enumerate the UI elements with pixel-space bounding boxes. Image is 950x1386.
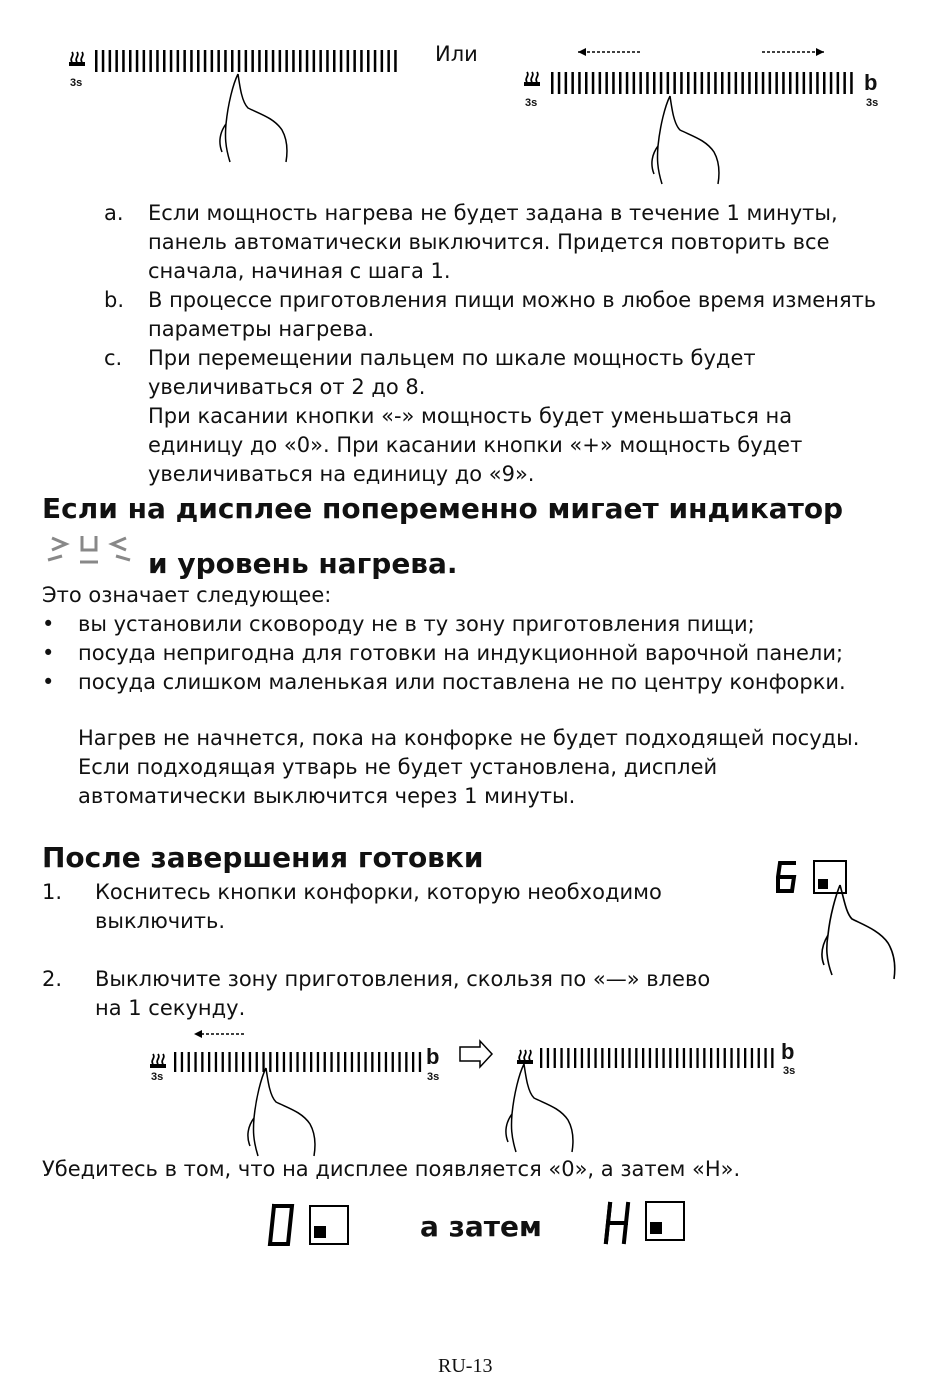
paragraph-line: автоматически выключится через 1 минуты. bbox=[78, 784, 576, 808]
list-line: Если мощность нагрева не будет задана в течение 1 минуты, bbox=[148, 201, 838, 225]
off-slider-illustration bbox=[0, 1020, 950, 1150]
step-line: Коснитесь кнопки конфорки, которую необходимо bbox=[95, 880, 662, 904]
step-line: выключить. bbox=[95, 909, 226, 933]
step-number: 2. bbox=[42, 967, 63, 991]
list-line: сначала, начиная с шага 1. bbox=[148, 259, 451, 283]
bullet-text: посуда непригодна для готовки на индукционной варочной панели; bbox=[78, 641, 844, 665]
step-line: Выключите зону приготовления, скользя по «—» влево bbox=[95, 967, 711, 991]
slider-3s-label: 3s bbox=[70, 77, 83, 89]
step-line: на 1 секунду. bbox=[95, 996, 246, 1020]
step-number: 1. bbox=[42, 880, 63, 904]
list-line: увеличиваться на единицу до «9». bbox=[148, 462, 535, 486]
slider-3s-label: 3s bbox=[427, 1071, 440, 1083]
page-number: RU-13 bbox=[438, 1355, 493, 1377]
list-line: увеличиваться от 2 до 8. bbox=[148, 375, 426, 399]
list-marker: c. bbox=[104, 346, 123, 370]
slider-b-label: b bbox=[426, 1044, 440, 1069]
section-heading-flashing: Если на дисплее попеременно мигает индикатор bbox=[42, 492, 844, 525]
list-line: единицу до «0». При касании кнопки «+» мощность будет bbox=[148, 433, 803, 457]
list-marker: a. bbox=[104, 201, 124, 225]
list-marker: b. bbox=[104, 288, 125, 312]
bullet-dot: • bbox=[42, 612, 55, 636]
section-heading-flashing-line2: и уровень нагрева. bbox=[148, 547, 458, 580]
slider-3s-label: 3s bbox=[783, 1065, 796, 1077]
list-line: параметры нагрева. bbox=[148, 317, 375, 341]
slider-right-graphic bbox=[0, 0, 950, 180]
list-line: В процессе приготовления пищи можно в любое время изменять bbox=[148, 288, 877, 312]
slider-3s-label: 3s bbox=[525, 97, 538, 109]
slider-b-label: b bbox=[781, 1039, 795, 1064]
paragraph-line: Если подходящая утварь не будет установлена, дисплей bbox=[78, 755, 718, 779]
bullet-text: вы установили сковороду не в ту зону приготовления пищи; bbox=[78, 612, 755, 636]
slider-b-label: b bbox=[864, 70, 878, 95]
list-line: При перемещении пальцем по шкале мощность будет bbox=[148, 346, 756, 370]
bullet-text: посуда слишком маленькая или поставлена не по центру конфорки. bbox=[78, 670, 846, 694]
section1-intro: Это означает следующее: bbox=[42, 583, 332, 607]
pan-indicator-icon bbox=[44, 530, 134, 572]
section-heading-after-cooking: После завершения готовки bbox=[42, 841, 484, 874]
bullet-dot: • bbox=[42, 670, 55, 694]
or-label: Или bbox=[435, 42, 478, 66]
list-line: панель автоматически выключится. Придется повторить все bbox=[148, 230, 830, 254]
slider-3s-label: 3s bbox=[151, 1071, 164, 1083]
confirm-text: Убедитесь в том, что на дисплее появляется «0», а затем «H». bbox=[42, 1157, 741, 1181]
paragraph-line: Нагрев не начнется, пока на конфорке не будет подходящей посуды. bbox=[78, 726, 860, 750]
display-h-illustration bbox=[598, 1196, 698, 1252]
slider-3s-label: 3s bbox=[866, 97, 879, 109]
list-line: При касании кнопки «-» мощность будет уменьшаться на bbox=[148, 404, 793, 428]
zone-button-illustration bbox=[770, 855, 910, 985]
then-label: а затем bbox=[420, 1210, 542, 1243]
display-zero-illustration bbox=[262, 1198, 362, 1254]
bullet-dot: • bbox=[42, 641, 55, 665]
